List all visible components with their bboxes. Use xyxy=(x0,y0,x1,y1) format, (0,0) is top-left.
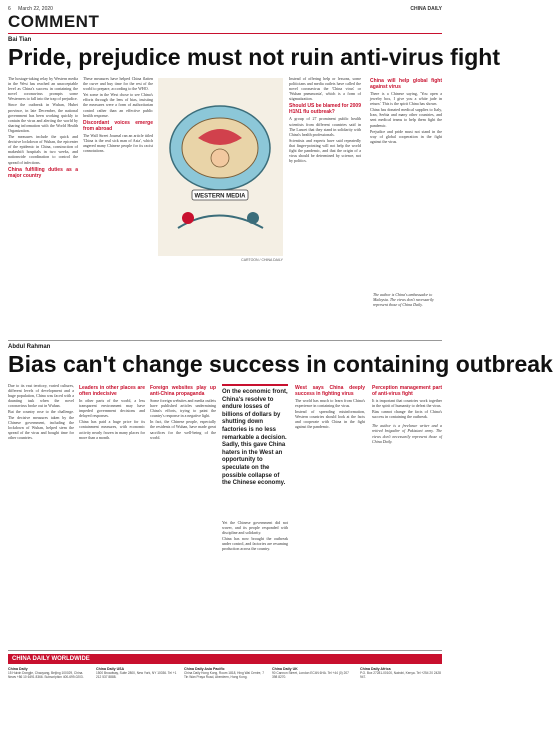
footer-column xyxy=(184,667,266,679)
footer-column xyxy=(96,667,178,679)
paragraph: These measures have helped China flatten the curve and buy time for the rest of the world to prepare, according to the WHO. xyxy=(83,76,153,92)
paragraph: Yet the Chinese government did not waver, and its people responded with discipline and solidarity. xyxy=(222,520,288,536)
paragraph: Instead of offering help or lessons, some politicians and media outlets have called the novel coronavirus the 'China virus' or 'Wuhan pneumonia', which is a form of stigmatization. xyxy=(289,76,361,102)
page-date: March 22, 2020 xyxy=(18,6,53,12)
article2-headline: Bias can't change success in containing outbreak xyxy=(8,351,553,377)
paragraph: Prejudice and pride must not stand in the way of global cooperation in the fight against the virus. xyxy=(370,128,442,144)
subheading: Perception management part of anti-virus fight xyxy=(372,385,442,397)
subheading: West says China deeply success in fighting virus xyxy=(295,385,365,397)
article1-byline: Bai Tian xyxy=(8,37,32,43)
paragraph: China has now brought the outbreak under control, and factories are resuming production across the country. xyxy=(222,536,288,552)
footer-column-text: 90 Cannon Street, London EC4N 6HA. Tel +44 (0) 207 398 8270. xyxy=(272,671,349,679)
article2-column-5 xyxy=(295,383,365,645)
paragraph: But the country rose to the challenge. The decisive measures taken by the Chinese government, including the lockdown of Wuhan, helped stem the spread of the virus and bought time for other countries. xyxy=(8,409,74,440)
footer-column-title: China Daily UK xyxy=(272,667,298,671)
footer-column-title: China Daily Africa xyxy=(360,667,391,671)
article1-author-note: The author is China's ambassador to Malaysia. The views don't necessarily represent those of China Daily. xyxy=(373,292,434,307)
article-separator xyxy=(8,340,442,341)
paragraph: China has donated medical supplies to Italy, Iran, Serbia and many other countries, and sent medical teams to help them fight the pandemic. xyxy=(370,107,442,128)
cartoon-illustration xyxy=(158,78,283,256)
footer-column-title: China Daily USA xyxy=(96,667,125,671)
paragraph: The hostage-taking relay by Western media in the West has reached an unacceptable level as China's success in containing the novel coronavirus prompts some Westerners to fall into the trap of prejudice. xyxy=(8,76,78,102)
article1-column-4 xyxy=(370,76,442,288)
cartoon-credit: CARTOON / CHINA DAILY xyxy=(241,258,283,262)
footer-column-text: China Daily Hong Kong, Room 1818, Hing Wai Centre, 7 Tin Wan Praya Road, Aberdeen, Hong Kong. xyxy=(184,671,264,679)
paragraph: In other parts of the world, a less transparent environment may have impeded government decisions and delayed responses. xyxy=(79,398,145,419)
article2-author-note: The author is a freelance writer and a retired brigadier of Pakistani army. The views don't necessarily represent those of China Daily. xyxy=(372,423,442,444)
subheading: Leaders in other places are often indecisive xyxy=(79,385,145,397)
footer-column-text: P.O. Box 27281-00100, Nairobi, Kenya. Tel +254 20 2428 947. xyxy=(360,671,441,679)
paragraph: It is important that countries work together in the spirit of humanity to defeat the virus. xyxy=(372,398,442,409)
footer-column-title: China Daily Asia Pacific xyxy=(184,667,225,671)
article2-column-2 xyxy=(79,383,145,645)
footer-column xyxy=(360,667,442,679)
subheading: Should US be blamed for 2009 H1N1 flu outbreak? xyxy=(289,103,361,116)
paragraph: The measures include the quick and decisive lockdown of Wuhan, the epicenter of the epidemic in China, construction of makeshift hospitals in two weeks, and nationwide coordination to control the spread of infections. xyxy=(8,134,78,165)
subheading: Discordant voices emerge from abroad xyxy=(83,119,153,132)
article2-column-3 xyxy=(150,383,216,645)
article1-column-3 xyxy=(289,76,361,334)
paragraph: A group of 27 prominent public health scientists from different countries said in The Lancet that they stand in solidarity with China's health professionals. xyxy=(289,116,361,137)
paragraph: The world has much to learn from China's experience in containing the virus. xyxy=(295,398,365,409)
subheading: China will help global fight against virus xyxy=(370,78,442,90)
pull-quote-rule xyxy=(222,384,288,386)
article1-column-1 xyxy=(8,76,78,334)
article2-column-4 xyxy=(222,520,288,645)
paragraph: Since the outbreak in Wuhan, Hubei province, in late December, the national government has been working quickly to contain the virus and alerting the world by sharing information with the World Health Organization. xyxy=(8,102,78,133)
section-rule xyxy=(8,33,442,34)
paragraph: China has paid a huge price for its containment measures, with economic activity nearly frozen in many places for more than a month. xyxy=(79,419,145,440)
footer-column-text: 1500 Broadway, Suite 2800, New York, NY 10036. Tel +1 212 537 8888. xyxy=(96,671,177,679)
paragraph: Bias cannot change the facts of China's success in containing the outbreak. xyxy=(372,409,442,420)
cartoon-drawing xyxy=(158,78,283,256)
paragraph: Scientists and experts have said repeatedly that finger-pointing will not help the world fight the pandemic, and that the origin of a virus should be determined by science, not by politics. xyxy=(289,137,361,164)
footer xyxy=(8,650,442,743)
paragraph: Due to its vast territory, varied cultures, different levels of development and a huge population, China was faced with a daunting task when the novel coronavirus broke out in Wuhan. xyxy=(8,383,74,409)
pull-quote-text: On the economic front, China's resolve to endure losses of billions of dollars by shutting down factories is no less remarkable a decision. Sadly, this gave China haters in the West an opportunity to speculate on the possible collapse of the Chinese economy. xyxy=(222,389,288,487)
section-title: COMMENT xyxy=(8,12,100,31)
paragraph: Instead of spreading misinformation, Western countries should look at the facts and cooperate with China in the fight against the pandemic. xyxy=(295,409,365,430)
subheading: Foreign websites play up anti-China propaganda xyxy=(150,385,216,397)
page-number: 6 xyxy=(8,6,11,12)
article2-byline: Abdul Rahman xyxy=(8,344,51,350)
footer-column xyxy=(272,667,354,679)
article2-column-6 xyxy=(372,383,442,645)
masthead-brand: CHINA DAILY xyxy=(410,6,442,12)
cartoon-sign-label: WESTERN MEDIA xyxy=(194,193,246,200)
paragraph: Some foreign websites and media outlets have published articles undermining China's efforts, trying to paint the country's response in a negative light. xyxy=(150,398,216,419)
paragraph: Yet some in the West chose to see China's efforts through the lens of bias, insisting the measures were a form of authoritarian control rather than an effective public health response. xyxy=(83,92,153,118)
article2-column-1 xyxy=(8,383,74,645)
article1-column-2 xyxy=(83,76,153,334)
paragraph: The Wall Street Journal ran an article titled 'China is the real sick man of Asia', which angered many Chinese people for its racist connotations. xyxy=(83,132,153,154)
paragraph: There is a Chinese saying, 'You open a jewelry box, I give you a white jade in return.' This is the spirit China has shown. xyxy=(370,91,442,107)
pull-quote xyxy=(222,384,288,488)
footer-column-title: China Daily xyxy=(8,667,28,671)
paragraph: In fact, the Chinese people, especially the residents of Wuhan, have made great sacrifices for the well-being of the world. xyxy=(150,419,216,440)
footer-title: CHINA DAILY WORLDWIDE xyxy=(8,654,442,664)
footer-column-text: 15 Huixin Dongjie, Chaoyang, Beijing 100029, China. News +86 10 6491 8366. Subscription 400-699-0203. xyxy=(8,671,84,679)
article1-headline: Pride, prejudice must not ruin anti-virus fight xyxy=(8,44,500,70)
subheading: China fulfilling duties as a major country xyxy=(8,166,78,179)
footer-column xyxy=(8,667,90,679)
